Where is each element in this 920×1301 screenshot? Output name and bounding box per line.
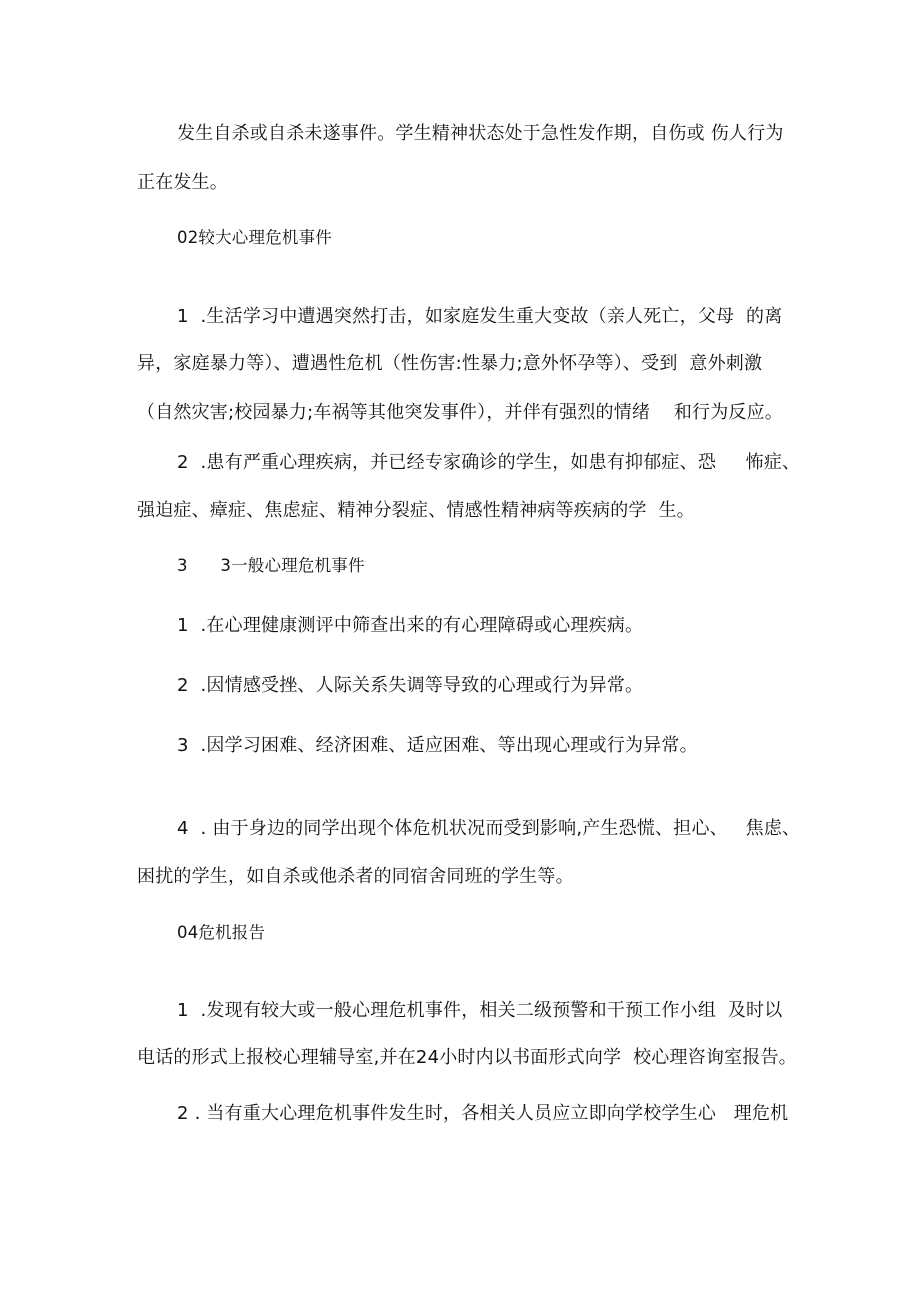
paragraph-line: 发生自杀或自杀未遂事件。学生精神状态处于急性发作期，自伤或 伤人行为: [177, 123, 784, 144]
paragraph-line: 2 . 当有重大心理危机事件发生时，各相关人员应立即向学校学生心 理危机: [177, 1103, 789, 1124]
section-heading: 04危机报告: [177, 923, 266, 942]
paragraph-line: 困扰的学生，如自杀或他杀者的同宿舍同班的学生等。: [137, 866, 574, 887]
section-heading: 02较大心理危机事件: [177, 228, 332, 247]
paragraph-line: 2 .患有严重心理疾病，并已经专家确诊的学生，如患有抑郁症、恐 怖症、: [177, 452, 801, 473]
paragraph-line: 正在发生。: [137, 172, 228, 193]
paragraph-line: 1 .生活学习中遭遇突然打击，如家庭发生重大变故（亲人死亡，父母 的离: [177, 306, 783, 327]
paragraph-line: （自然灾害;校园暴力;车祸等其他突发事件），并伴有强烈的情绪 和行为反应。: [137, 402, 784, 423]
paragraph-line: 1 .在心理健康测评中筛查出来的有心理障碍或心理疾病。: [177, 615, 644, 636]
paragraph-line: 强迫症、瘴症、焦虑症、精神分裂症、情感性精神病等疾病的学 生。: [137, 500, 695, 521]
paragraph-line: 1 .发现有较大或一般心理危机事件，相关二级预警和干预工作小组 及时以: [177, 1000, 783, 1021]
section-heading: 3 3一般心理危机事件: [177, 556, 365, 575]
paragraph-line: 3 .因学习困难、经济困难、适应困难、等出现心理或行为异常。: [177, 735, 698, 756]
paragraph-line: 电话的形式上报校心理辅导室,并在24小时内以书面形式向学 校心理咨询室报告。: [137, 1047, 797, 1068]
paragraph-line: 异，家庭暴力等）、遭遇性危机（性伤害:性暴力;意外怀孕等）、受到 意外刺激: [137, 353, 763, 374]
paragraph-line: 2 .因情感受挫、人际关系失调等导致的心理或行为异常。: [177, 675, 644, 696]
paragraph-line: 4 . 由于身边的同学出现个体危机状况而受到影响,产生恐慌、担心、 焦虑、: [177, 818, 801, 839]
